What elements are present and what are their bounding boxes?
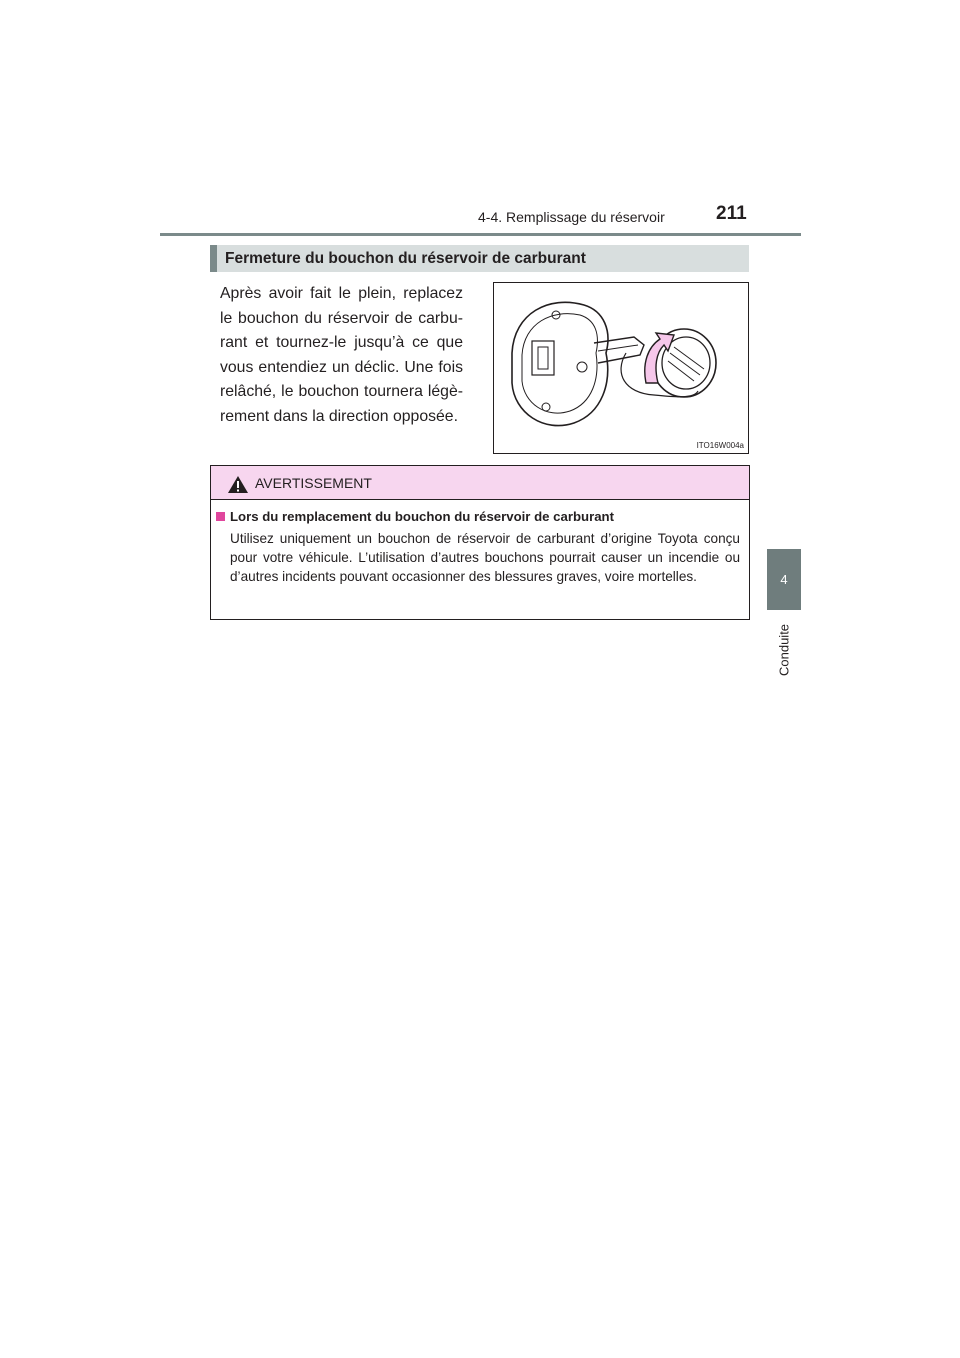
warning-triangle-icon	[227, 475, 249, 494]
warning-box	[210, 465, 750, 620]
fuel-cap-illustration	[493, 282, 749, 454]
chapter-label-text: Conduite	[776, 623, 792, 677]
door-latch	[532, 341, 554, 375]
body-paragraph: Après avoir fait le plein, replacez le bouchon du réservoir de carbu-rant et tournez-le jusqu’à ce que vous entendiez un déclic. Une fois relâché, le bouchon tournera légè-rement dans la direction opposée.	[220, 285, 463, 425]
door-hinge-pin	[577, 362, 587, 372]
fuel-door-outline	[512, 302, 608, 425]
rotation-arrow-icon	[645, 333, 674, 383]
chapter-label	[762, 620, 806, 680]
chapter-tab: 4	[767, 549, 801, 610]
illustration-code: ITO16W004a	[696, 441, 744, 450]
hinge-arm-line	[598, 345, 638, 351]
page-number: 211	[716, 203, 747, 224]
door-hole-bottom	[542, 403, 550, 411]
fuel-cap-drawing	[494, 283, 748, 453]
warning-header	[211, 466, 749, 500]
square-bullet-icon	[216, 512, 225, 521]
warning-subtitle: Lors du remplacement du bouchon du réservoir de carburant	[230, 509, 614, 524]
warning-text: Utilisez uniquement un bouchon de réservoir de carburant d’origine Toyota conçu pour votre véhicule. L’utilisation d’autres bouchons pourrait causer un incendie ou d’autres incidents pouvant occasionner des blessures graves, voire mortelles.	[230, 531, 740, 584]
section-heading: Fermeture du bouchon du réservoir de carburant	[210, 245, 749, 272]
door-latch-inner	[538, 347, 548, 369]
cap-grip-lines	[668, 347, 704, 381]
header-section-title: 4-4. Remplissage du réservoir	[478, 209, 665, 225]
warning-title: AVERTISSEMENT	[255, 475, 372, 491]
header-rule	[160, 233, 801, 236]
